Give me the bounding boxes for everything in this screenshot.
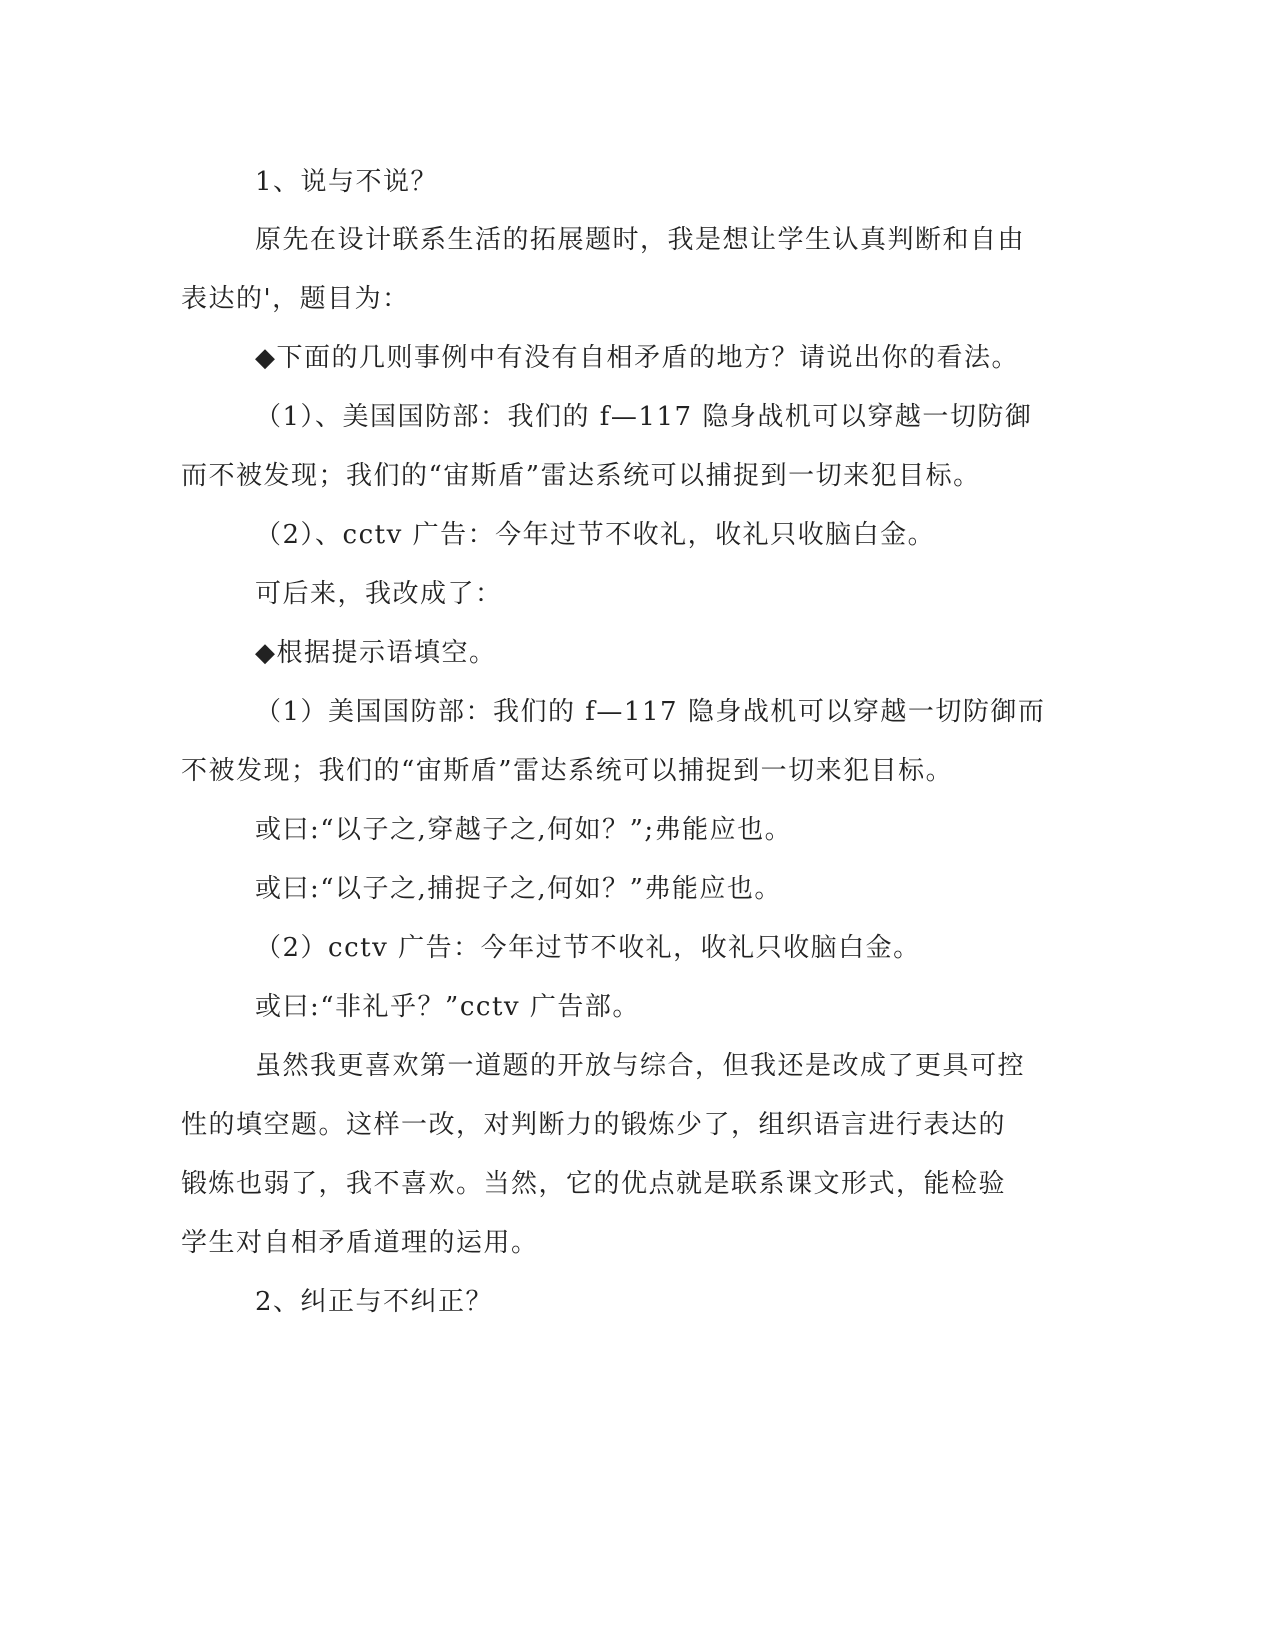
question-prompt-2: ◆根据提示语填空。 <box>255 638 497 668</box>
paragraph-line: 原先在设计联系生活的拓展题时，我是想让学生认真判断和自由 <box>255 225 1026 255</box>
paragraph-line: 虽然我更喜欢第一道题的开放与综合，但我还是改成了更具可控 <box>255 1051 1026 1081</box>
example-2-line: （2）、cctv 广告：今年过节不收礼，收礼只收脑白金。 <box>255 520 936 550</box>
fill-in-line: 或曰:“以子之,捕捉子之,何如？”弗能应也。 <box>255 874 782 904</box>
paragraph-line: 学生对自相矛盾道理的运用。 <box>181 1228 539 1258</box>
example-2-line: （2）cctv 广告：今年过节不收礼，收礼只收脑白金。 <box>255 933 921 963</box>
example-1-line: 而不被发现；我们的“宙斯盾”雷达系统可以捕捉到一切来犯目标。 <box>181 461 981 491</box>
paragraph-line: 性的填空题。这样一改，对判断力的锻炼少了，组织语言进行表达的 <box>181 1110 1007 1140</box>
paragraph-line: 表达的'，题目为： <box>181 284 410 314</box>
example-1-line: （1）美国国防部：我们的 f—117 隐身战机可以穿越一切防御而 <box>255 697 1046 727</box>
example-1-line: 不被发现；我们的“宙斯盾”雷达系统可以捕捉到一切来犯目标。 <box>181 756 954 786</box>
paragraph-line: 锻炼也弱了，我不喜欢。当然，它的优点就是联系课文形式，能检验 <box>181 1169 1007 1199</box>
fill-in-line: 或曰:“非礼乎？”cctv 广告部。 <box>255 992 640 1022</box>
example-1-line: （1）、美国国防部：我们的 f—117 隐身战机可以穿越一切防御 <box>255 402 1033 432</box>
section-heading-2: 2、纠正与不纠正？ <box>255 1287 494 1317</box>
section-heading-1: 1、说与不说？ <box>255 167 439 197</box>
question-prompt-1: ◆下面的几则事例中有没有自相矛盾的地方？请说出你的看法。 <box>255 343 1019 373</box>
fill-in-line: 或曰:“以子之,穿越子之,何如？”;弗能应也。 <box>255 815 793 845</box>
paragraph-line: 可后来，我改成了： <box>255 579 503 609</box>
